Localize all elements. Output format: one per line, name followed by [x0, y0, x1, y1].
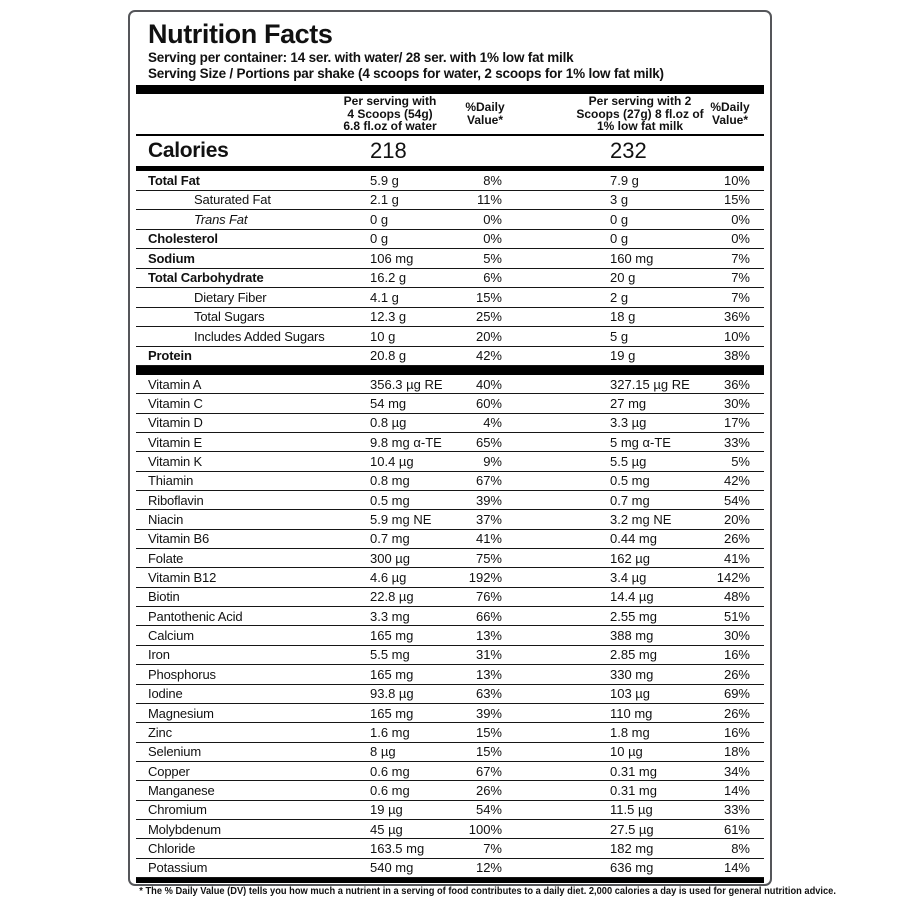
nutrient-row: [136, 249, 764, 269]
milk-daily-value: 7%: [731, 250, 750, 266]
water-daily-value: 63%: [475, 686, 502, 702]
milk-amount: 3.2 mg NE: [610, 512, 672, 528]
water-amount: 0.7 mg: [370, 531, 410, 547]
nutrient-row: [136, 308, 764, 328]
milk-amount: 636 mg: [610, 860, 654, 876]
water-amount: 45 µg: [370, 821, 403, 837]
milk-daily-value: 10%: [723, 172, 750, 188]
nutrient-label: Vitamin A: [148, 376, 202, 392]
nutrient-label: Cholesterol: [148, 231, 218, 247]
table-column-headers: [136, 94, 764, 134]
nutrient-label: Total Sugars: [194, 309, 265, 325]
milk-amount: 0.44 mg: [610, 531, 657, 547]
calories-milk-value: 232: [610, 138, 647, 163]
water-amount: 12.3 g: [370, 309, 407, 325]
water-daily-value: 39%: [475, 705, 502, 721]
nutrient-row: [136, 510, 764, 529]
water-daily-value: 37%: [475, 512, 502, 528]
water-daily-value: 39%: [475, 492, 502, 508]
water-amount: 4.6 µg: [370, 570, 407, 586]
water-amount: 0.5 mg: [370, 492, 410, 508]
water-amount: 9.8 mg α-TE: [370, 434, 442, 450]
water-daily-value: 41%: [475, 531, 502, 547]
milk-daily-value: 8%: [731, 840, 750, 856]
column-header-daily-value-milk: %Daily Value*: [710, 100, 750, 127]
water-amount: 0.8 mg: [370, 473, 410, 489]
water-amount: 356.3 µg RE: [370, 376, 443, 392]
water-amount: 5.9 mg NE: [370, 512, 432, 528]
water-daily-value: 66%: [475, 608, 502, 624]
milk-daily-value: 41%: [723, 550, 750, 566]
nutrient-row: [136, 781, 764, 800]
milk-daily-value: 142%: [716, 570, 750, 586]
calories-row: [136, 136, 764, 166]
milk-amount: 5 mg α-TE: [610, 434, 671, 450]
nutrient-label: Copper: [148, 763, 190, 779]
milk-amount: 11.5 µg: [610, 802, 653, 818]
water-daily-value: 8%: [483, 172, 502, 188]
water-amount: 0 g: [370, 231, 389, 247]
milk-daily-value: 38%: [723, 348, 750, 364]
calories-label: Calories: [148, 139, 229, 162]
milk-amount: 110 mg: [610, 705, 653, 721]
water-daily-value: 54%: [475, 802, 502, 818]
water-amount: 22.8 µg: [370, 589, 414, 605]
nutrient-row: [136, 801, 764, 820]
milk-daily-value: 51%: [723, 608, 750, 624]
nutrient-row: [136, 743, 764, 762]
water-amount: 5.5 mg: [370, 647, 410, 663]
nutrient-label: Magnesium: [148, 705, 214, 721]
water-daily-value: 60%: [475, 396, 502, 412]
milk-amount: 3 g: [610, 192, 629, 208]
nutrient-row: [136, 394, 764, 413]
milk-amount: 19 g: [610, 348, 636, 364]
nutrient-row: [136, 839, 764, 858]
nutrition-facts-title: Nutrition Facts: [148, 19, 333, 49]
water-amount: 106 mg: [370, 250, 414, 266]
nutrient-label: Total Fat: [148, 172, 200, 188]
milk-daily-value: 34%: [723, 763, 750, 779]
water-amount: 10.4 µg: [370, 454, 414, 470]
water-daily-value: 192%: [468, 570, 502, 586]
milk-amount: 162 µg: [610, 550, 651, 566]
water-daily-value: 65%: [475, 434, 502, 450]
water-daily-value: 15%: [475, 724, 502, 740]
nutrient-row: [136, 607, 764, 626]
serving-size-text: Serving Size / Portions par shake (4 scoops for water, 2 scoops for 1% low fat milk): [148, 66, 664, 81]
nutrient-row: [136, 549, 764, 568]
milk-daily-value: 30%: [723, 628, 750, 644]
water-amount: 0.8 µg: [370, 415, 407, 431]
nutrient-label: Molybdenum: [148, 821, 221, 837]
water-amount: 2.1 g: [370, 192, 399, 208]
water-amount: 10 g: [370, 328, 396, 344]
nutrient-label: Biotin: [148, 589, 180, 605]
milk-daily-value: 14%: [723, 860, 750, 876]
nutrient-row: [136, 820, 764, 839]
water-amount: 165 mg: [370, 666, 414, 682]
water-daily-value: 67%: [475, 763, 502, 779]
milk-daily-value: 36%: [723, 376, 750, 392]
milk-amount: 0.31 mg: [610, 782, 657, 798]
water-daily-value: 9%: [483, 454, 502, 470]
water-amount: 4.1 g: [370, 289, 399, 305]
milk-amount: 2.85 mg: [610, 647, 657, 663]
nutrient-label: Vitamin D: [148, 415, 203, 431]
nutrient-label: Vitamin E: [148, 434, 203, 450]
milk-daily-value: 26%: [723, 705, 750, 721]
milk-daily-value: 42%: [723, 473, 750, 489]
nutrient-label: Iodine: [148, 686, 183, 702]
milk-amount: 27 mg: [610, 396, 647, 412]
milk-amount: 2.55 mg: [610, 608, 657, 624]
milk-daily-value: 26%: [723, 666, 750, 682]
milk-amount: 27.5 µg: [610, 821, 654, 837]
water-amount: 0.6 mg: [370, 763, 410, 779]
milk-amount: 7.9 g: [610, 172, 639, 188]
water-amount: 93.8 µg: [370, 686, 414, 702]
milk-daily-value: 36%: [723, 309, 750, 325]
milk-daily-value: 7%: [731, 289, 750, 305]
milk-daily-value: 5%: [731, 454, 750, 470]
water-daily-value: 6%: [483, 270, 502, 286]
milk-daily-value: 69%: [723, 686, 750, 702]
water-amount: 540 mg: [370, 860, 414, 876]
water-daily-value: 11%: [476, 192, 502, 208]
nutrient-row: [136, 452, 764, 471]
nutrient-label: Vitamin B12: [148, 570, 217, 586]
water-amount: 1.6 mg: [370, 724, 410, 740]
water-daily-value: 20%: [475, 328, 502, 344]
water-amount: 54 mg: [370, 396, 407, 412]
milk-amount: 0.5 mg: [610, 473, 650, 489]
water-amount: 165 mg: [370, 628, 414, 644]
milk-amount: 5.5 µg: [610, 454, 647, 470]
milk-amount: 2 g: [610, 289, 629, 305]
milk-daily-value: 20%: [723, 512, 750, 528]
nutrient-label: Total Carbohydrate: [148, 270, 264, 286]
nutrient-label: Manganese: [148, 782, 215, 798]
milk-amount: 327.15 µg RE: [610, 376, 690, 392]
milk-amount: 0.31 mg: [610, 763, 657, 779]
water-daily-value: 4%: [483, 415, 502, 431]
nutrition-facts-label: [128, 10, 836, 897]
milk-daily-value: 26%: [723, 531, 750, 547]
milk-daily-value: 16%: [723, 724, 750, 740]
water-amount: 0.6 mg: [370, 782, 410, 798]
water-daily-value: 13%: [475, 628, 502, 644]
nutrient-label: Vitamin C: [148, 396, 203, 412]
water-daily-value: 40%: [475, 376, 502, 392]
water-daily-value: 31%: [475, 647, 502, 663]
milk-amount: 5 g: [610, 328, 629, 344]
milk-daily-value: 61%: [723, 821, 750, 837]
nutrient-label: Pantothenic Acid: [148, 608, 243, 624]
nutrient-row: [136, 626, 764, 645]
nutrient-label: Saturated Fat: [194, 192, 271, 208]
water-daily-value: 26%: [475, 782, 502, 798]
milk-daily-value: 14%: [723, 782, 750, 798]
milk-daily-value: 0%: [731, 231, 750, 247]
water-amount: 3.3 mg: [370, 608, 410, 624]
column-header-daily-value-water: %Daily Value*: [465, 100, 505, 127]
water-amount: 20.8 g: [370, 348, 407, 364]
milk-daily-value: 0%: [731, 211, 750, 227]
daily-value-footnote: * The % Daily Value (DV) tells you how much a nutrient in a serving of food contributes to a daily diet. 2,000 calories a day is used for general nutrition advice.: [139, 885, 836, 897]
milk-daily-value: 18%: [723, 744, 750, 760]
milk-daily-value: 7%: [731, 270, 750, 286]
nutrient-row: [136, 433, 764, 452]
milk-daily-value: 15%: [723, 192, 750, 208]
nutrient-row: [136, 230, 764, 250]
water-daily-value: 15%: [475, 289, 502, 305]
nutrient-label: Iron: [148, 647, 170, 663]
water-daily-value: 15%: [475, 744, 502, 760]
nutrient-row: [136, 762, 764, 781]
water-amount: 16.2 g: [370, 270, 407, 286]
water-amount: 163.5 mg: [370, 840, 425, 856]
milk-amount: 14.4 µg: [610, 589, 654, 605]
water-daily-value: 5%: [483, 250, 502, 266]
nutrient-row: [136, 269, 764, 289]
nutrient-label: Niacin: [148, 512, 184, 528]
milk-daily-value: 17%: [723, 415, 750, 431]
water-amount: 5.9 g: [370, 172, 399, 188]
water-daily-value: 13%: [475, 666, 502, 682]
milk-amount: 0.7 mg: [610, 492, 650, 508]
water-daily-value: 67%: [475, 473, 502, 489]
nutrient-label: Calcium: [148, 628, 194, 644]
milk-amount: 20 g: [610, 270, 636, 286]
nutrient-row: [136, 665, 764, 684]
serving-per-container-text: Serving per container: 14 ser. with water/ 28 ser. with 1% low fat milk: [148, 50, 574, 65]
nutrient-row: [136, 375, 764, 394]
milk-amount: 103 µg: [610, 686, 651, 702]
milk-amount: 3.4 µg: [610, 570, 647, 586]
milk-daily-value: 33%: [723, 434, 750, 450]
milk-amount: 0 g: [610, 211, 629, 227]
nutrient-row: [136, 472, 764, 491]
milk-amount: 10 µg: [610, 744, 643, 760]
nutrient-label: Folate: [148, 550, 184, 566]
nutrient-row: [136, 646, 764, 665]
water-daily-value: 25%: [475, 309, 502, 325]
milk-amount: 330 mg: [610, 666, 654, 682]
milk-amount: 1.8 mg: [610, 724, 650, 740]
nutrient-row: [136, 723, 764, 742]
milk-daily-value: 16%: [723, 647, 750, 663]
nutrient-row: [136, 347, 764, 367]
milk-amount: 182 mg: [610, 840, 654, 856]
water-amount: 19 µg: [370, 802, 403, 818]
water-amount: 165 mg: [370, 705, 414, 721]
water-daily-value: 100%: [468, 821, 502, 837]
water-daily-value: 0%: [483, 231, 502, 247]
water-daily-value: 76%: [475, 589, 502, 605]
milk-amount: 18 g: [610, 309, 636, 325]
milk-amount: 0 g: [610, 231, 629, 247]
nutrient-row: [136, 191, 764, 211]
water-daily-value: 7%: [483, 840, 502, 856]
calories-water-value: 218: [370, 138, 407, 163]
nutrient-row: [136, 210, 764, 230]
nutrient-row: [136, 568, 764, 587]
micro-rows-table: [130, 375, 770, 878]
water-amount: 300 µg: [370, 550, 411, 566]
nutrient-label: Potassium: [148, 860, 208, 876]
column-header-milk: Per serving with 2 Scoops (27g) 8 fl.oz of 1% low fat milk: [576, 94, 704, 134]
nutrient-row: [136, 859, 764, 878]
nutrient-row: [136, 288, 764, 308]
water-daily-value: 75%: [475, 550, 502, 566]
nutrient-row: [136, 491, 764, 510]
nutrient-label: Thiamin: [148, 473, 194, 489]
nutrient-row: [136, 685, 764, 704]
milk-daily-value: 30%: [723, 396, 750, 412]
nutrient-row: [136, 704, 764, 723]
nutrient-label: Protein: [148, 348, 192, 364]
milk-amount: 3.3 µg: [610, 415, 647, 431]
nutrient-label: Riboflavin: [148, 492, 204, 508]
milk-amount: 160 mg: [610, 250, 654, 266]
milk-daily-value: 48%: [723, 589, 750, 605]
nutrient-row: [136, 588, 764, 607]
nutrient-label: Chloride: [148, 840, 196, 856]
nutrient-row: [136, 171, 764, 191]
nutrient-label: Chromium: [148, 802, 207, 818]
label-header: [130, 12, 770, 82]
nutrient-label: Includes Added Sugars: [194, 328, 325, 344]
water-amount: 0 g: [370, 211, 389, 227]
nutrient-row: [136, 414, 764, 433]
water-daily-value: 0%: [483, 211, 502, 227]
nutrient-label: Phosphorus: [148, 666, 216, 682]
macro-rows-table: [130, 171, 770, 366]
nutrient-label: Vitamin K: [148, 454, 203, 470]
water-daily-value: 42%: [475, 348, 502, 364]
water-amount: 8 µg: [370, 744, 396, 760]
section-divider-bar: [136, 366, 764, 375]
nutrient-label: Trans Fat: [194, 211, 248, 227]
nutrient-label: Sodium: [148, 250, 195, 266]
nutrient-label: Dietary Fiber: [194, 289, 267, 305]
water-daily-value: 12%: [475, 860, 502, 876]
section-divider-bar: [136, 85, 764, 94]
milk-daily-value: 10%: [723, 328, 750, 344]
nutrient-row: [136, 327, 764, 347]
nutrient-label: Vitamin B6: [148, 531, 210, 547]
milk-amount: 388 mg: [610, 628, 654, 644]
nutrient-label: Zinc: [148, 724, 172, 740]
milk-daily-value: 33%: [723, 802, 750, 818]
column-header-water: Per serving with 4 Scoops (54g) 6.8 fl.oz of water: [343, 94, 437, 134]
milk-daily-value: 54%: [723, 492, 750, 508]
nutrient-label: Selenium: [148, 744, 201, 760]
nutrient-row: [136, 530, 764, 549]
